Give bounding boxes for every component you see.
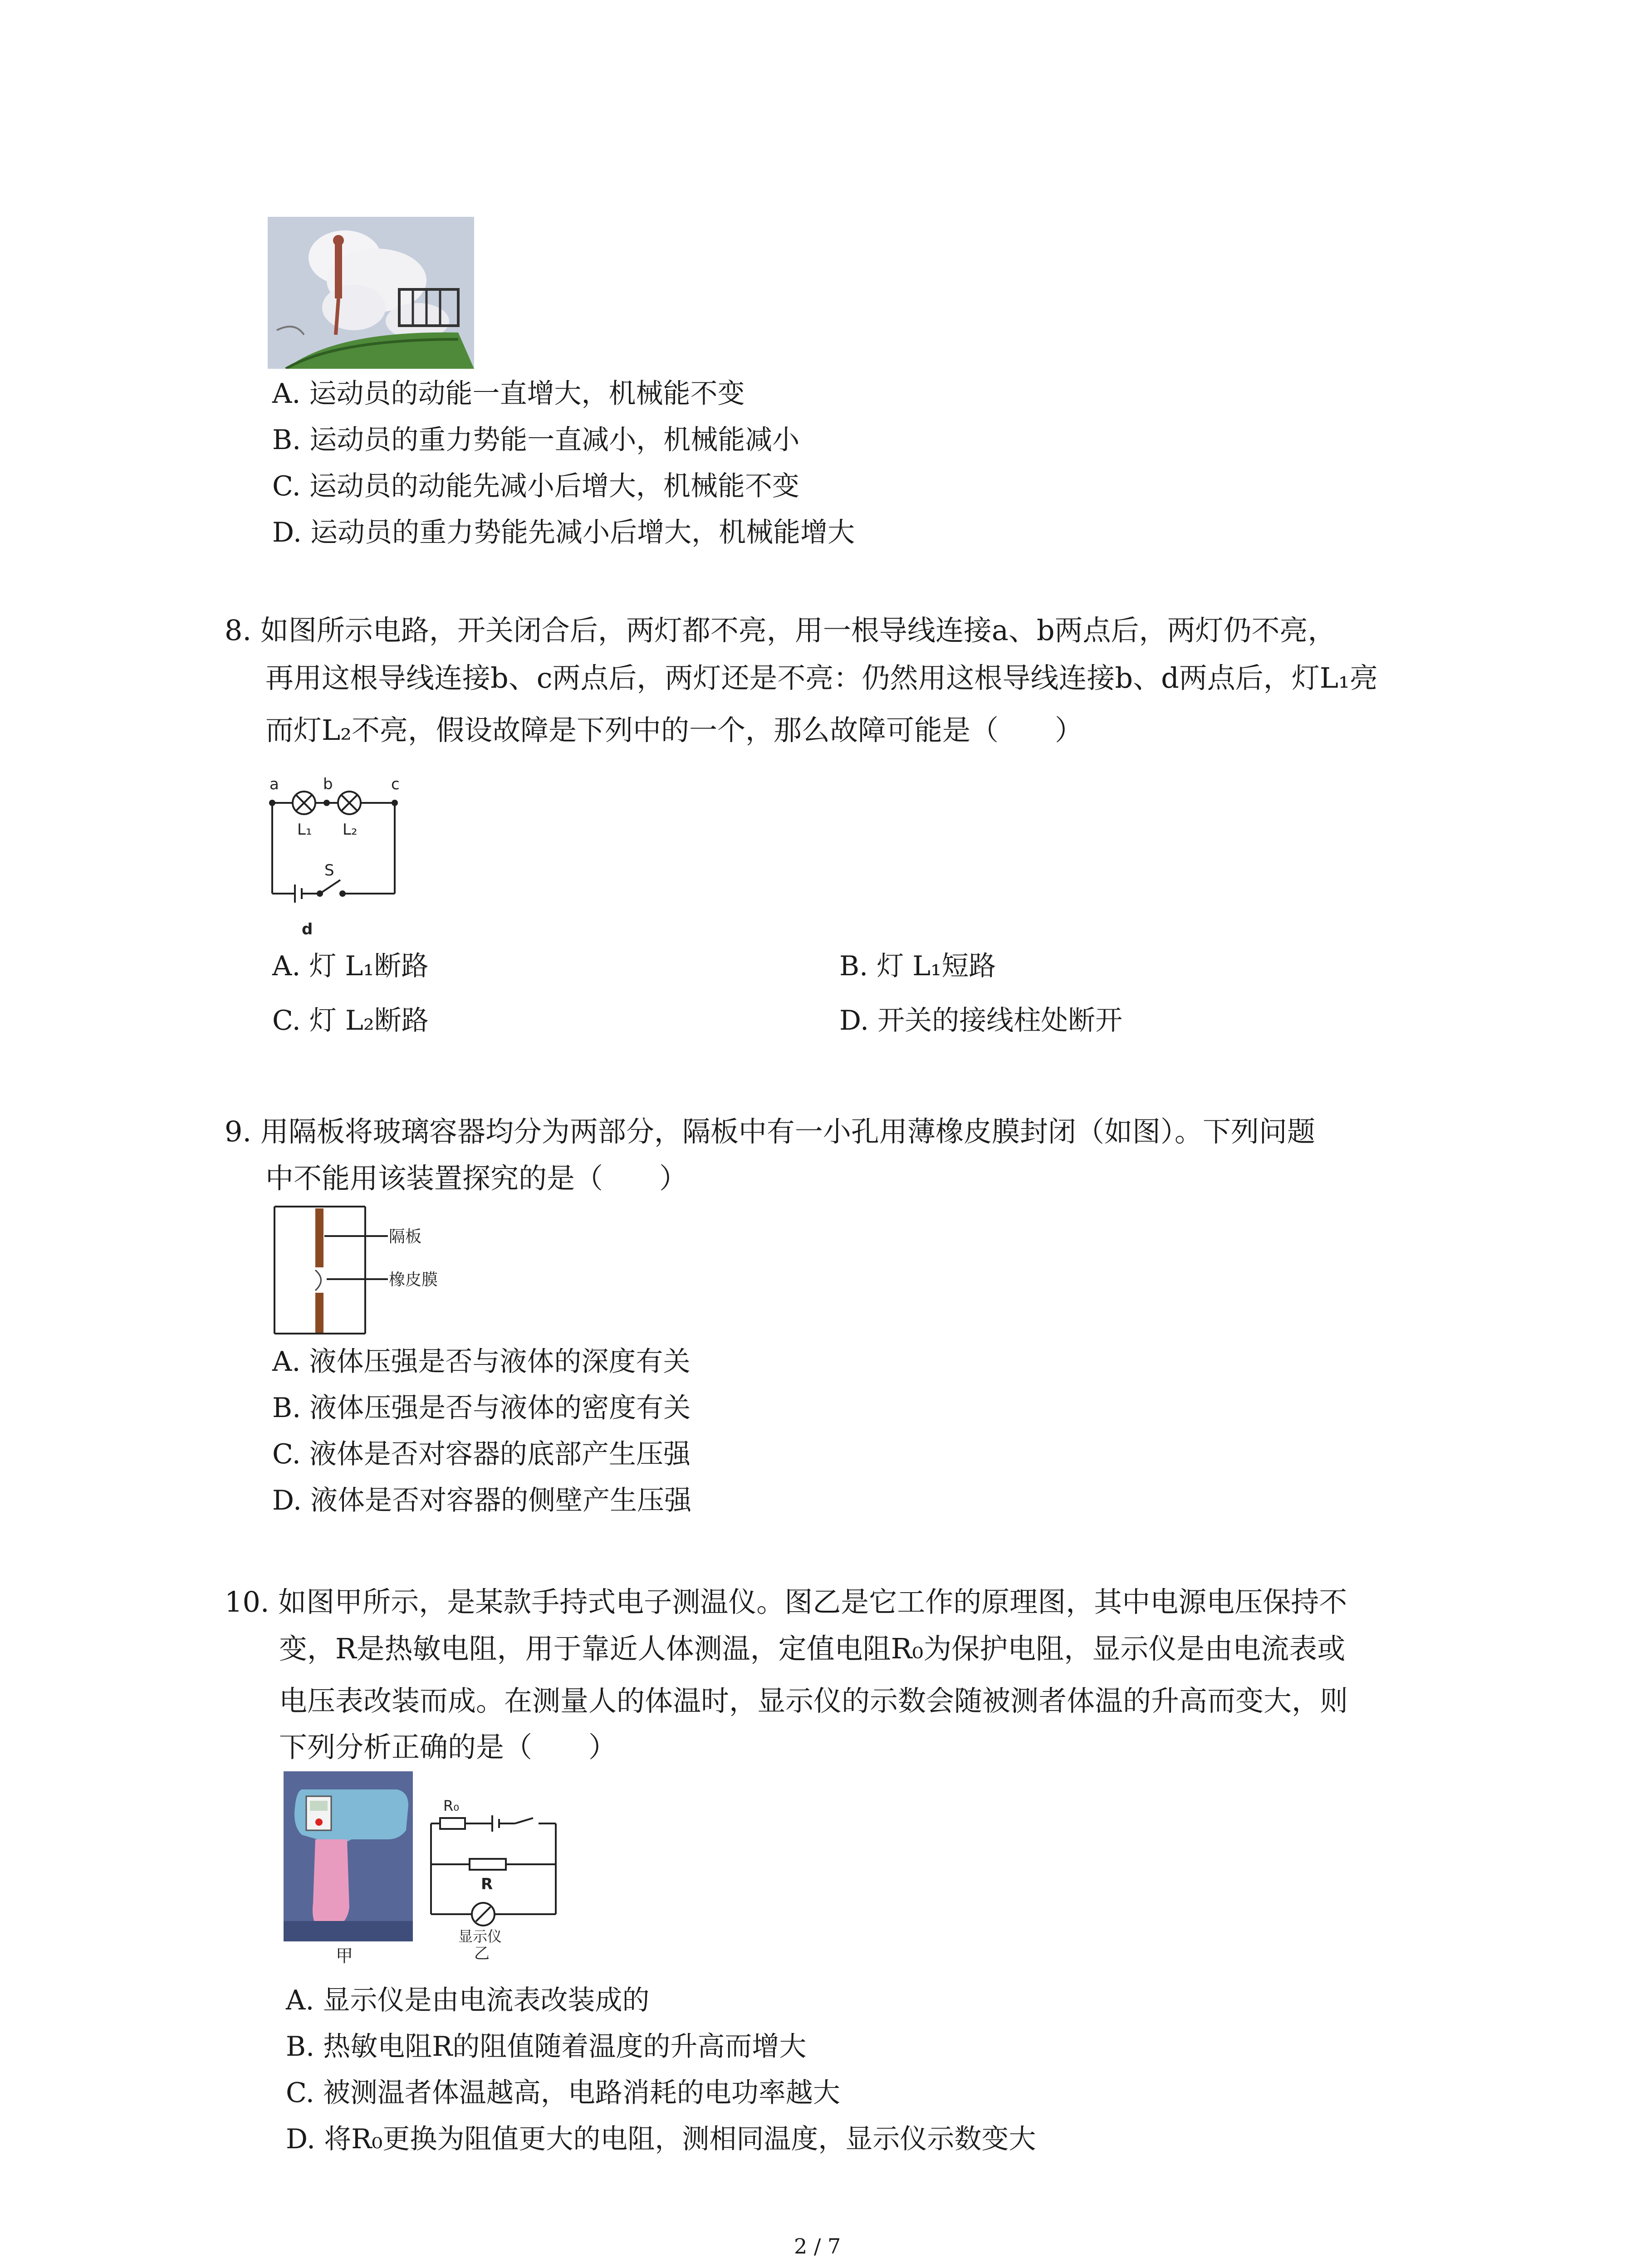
q9-option-b: B. 液体压强是否与液体的密度有关 [272,1392,691,1424]
q7-option-d: D. 运动员的重力势能先减小后增大，机械能增大 [272,517,855,548]
q9-container-diagram [270,1202,460,1338]
q9-option-a: A. 液体压强是否与液体的深度有关 [272,1346,691,1378]
q8-label-c: c [391,775,400,793]
q10-thermometer-photo [284,1771,413,1941]
athlete-photo-illustration [268,217,474,369]
q10-option-b: B. 热敏电阻R的阻值随着温度的升高而增大 [286,2031,807,2063]
q10-option-c: C. 被测温者体温越高，电路消耗的电功率越大 [286,2077,840,2109]
q7-option-a: A. 运动员的动能一直增大，机械能不变 [272,378,745,410]
q7-option-c: C. 运动员的动能先减小后增大，机械能不变 [272,470,799,502]
q8-label-a: a [269,775,279,793]
q10-circuit-diagram [420,1792,574,1960]
q10-label-r: R [481,1875,493,1893]
q9-option-c: C. 液体是否对容器的底部产生压强 [272,1438,691,1470]
q8-option-b: B. 灯 L₁短路 [839,950,996,982]
page-number: 2 / 7 [794,2234,841,2258]
q10-option-d: D. 将R₀更换为阻值更大的电阻，测相同温度，显示仪示数变大 [286,2123,1036,2155]
athlete-trampoline-figure [268,217,474,369]
q8-option-d: D. 开关的接线柱处断开 [839,1005,1123,1036]
q8-stem-line-2: 再用这根导线连接b、c两点后，两灯还是不亮：仍然用这根导线连接b、d两点后，灯L₁亮 [265,661,1378,694]
q10-label-jia: 甲 [336,1946,353,1966]
q7-option-b: B. 运动员的重力势能一直减小，机械能减小 [272,424,800,456]
q8-option-a: A. 灯 L₁断路 [272,950,429,982]
q8-circuit-diagram [268,771,408,943]
q10-stem-line-1: 10. 如图甲所示，是某款手持式电子测温仪。图乙是它工作的原理图，其中电源电压保持不 [225,1585,1347,1618]
q8-label-s: S [324,861,334,880]
q10-label-display: 显示仪 [458,1928,502,1945]
q8-label-l2: L₂ [343,821,358,839]
q8-circuit-svg [268,771,408,943]
q10-option-a: A. 显示仪是由电流表改装成的 [286,1984,650,2016]
q10-stem-line-4: 下列分析正确的是（ ） [279,1730,617,1764]
q8-option-c: C. 灯 L₂断路 [272,1005,429,1036]
q9-stem-line-1: 9. 用隔板将玻璃容器均分为两部分，隔板中有一小孔用薄橡皮膜封闭（如图）。下列问题 [225,1115,1315,1148]
q9-option-d: D. 液体是否对容器的侧壁产生压强 [272,1485,692,1516]
q9-stem-line-2: 中不能用该装置探究的是（ ） [265,1162,688,1195]
thermometer-photo-illustration [284,1771,413,1941]
q8-stem-line-3: 而灯L₂不亮，假设故障是下列中的一个，那么故障可能是（ ） [265,714,1083,747]
q10-label-r0: R₀ [443,1797,460,1814]
q8-label-b: b [323,775,333,793]
q10-stem-line-3: 电压表改装而成。在测量人的体温时，显示仪的示数会随被测者体温的升高而变大，则 [279,1684,1348,1717]
q9-label-partition: 隔板 [389,1227,422,1246]
q8-label-d: d [302,920,313,938]
q10-stem-line-2: 变，R是热敏电阻，用于靠近人体测温，定值电阻R₀为保护电阻，显示仪是由电流表或 [279,1632,1346,1665]
q8-label-l1: L₁ [297,821,312,839]
q10-circuit-svg [420,1792,574,1960]
q8-stem-line-1: 8. 如图所示电路，开关闭合后，两灯都不亮，用一根导线连接a、b两点后，两灯仍不亮， [225,614,1336,647]
q9-container-svg [270,1202,460,1338]
q10-label-yi: 乙 [474,1945,490,1960]
q9-label-membrane: 橡皮膜 [389,1271,438,1289]
